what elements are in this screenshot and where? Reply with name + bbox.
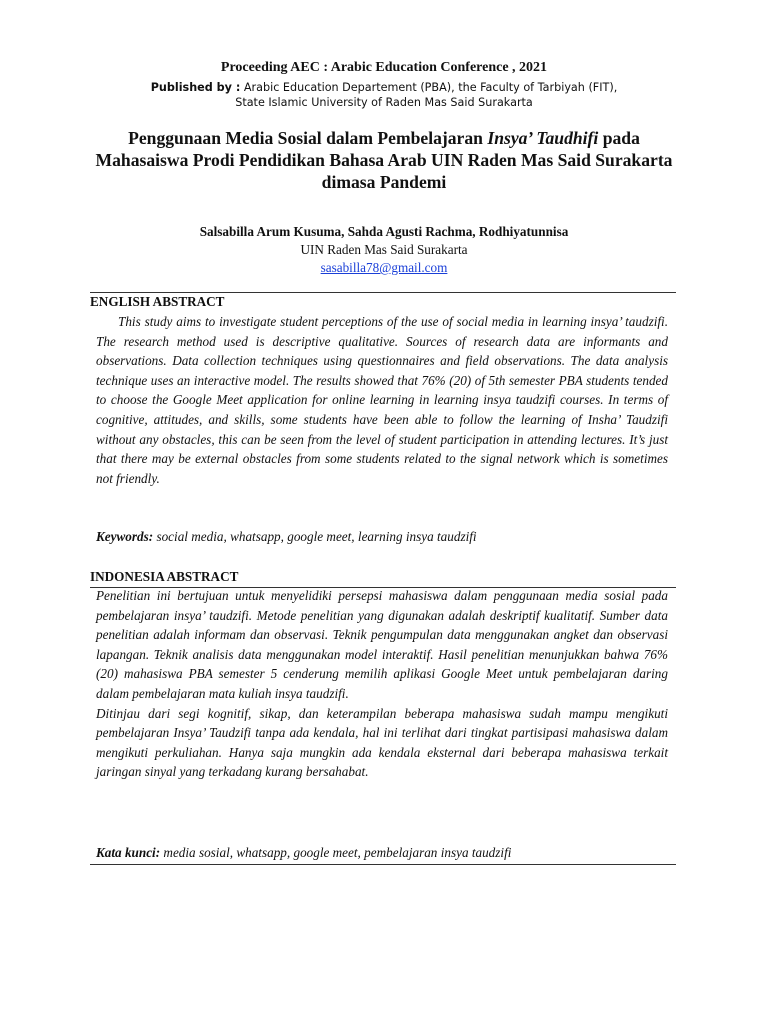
author-email-link[interactable]: sasabilla78@gmail.com: [320, 260, 448, 275]
paper-title-part-2: pada Mahasaiswa Prodi Pendidikan Bahasa Arab UIN Raden Mas Said Surakarta dimasa Pandemi: [95, 128, 673, 192]
indonesia-abstract-body: [96, 586, 668, 782]
bottom-divider: [90, 864, 676, 865]
top-divider: [90, 292, 676, 293]
paper-title-italic: Insya’ Taudhifi: [487, 128, 599, 148]
kata-kunci-list: media sosial, whatsapp, google meet, pembelajaran insya taudzifi: [160, 845, 512, 860]
conference-title: Proceeding AEC : Arabic Education Conference , 2021: [220, 60, 548, 75]
publisher-line-1: [0, 80, 768, 95]
english-abstract-text: This study aims to investigate student perceptions of the use of social media in learning insya’ taudzifi. The research method used is descriptive qualitative. Sources of research data are informants and observations. Data collection techniques using questionnaires and field observations. The data analysis technique uses an interactive model. The results showed that 76% (20) of 5th semester PBA students tended to choose the Google Meet application for online learning in learning insya taudzifi courses. In terms of cognitive, attitudes, and skills, some students have been able to follow the learning of Insha’ Taudzifi without any obstacles, this can be seen from the level of student participation in attending lectures. It’s just that there may be external obstacles from some students related to the signal network which is sometimes not friendly.: [96, 314, 668, 486]
english-keywords: [96, 529, 668, 545]
english-abstract-heading: ENGLISH ABSTRACT: [90, 294, 225, 309]
keywords-label: Keywords:: [96, 529, 154, 544]
publisher-info: [0, 80, 768, 110]
english-abstract-body: [96, 312, 668, 488]
keywords-list: social media, whatsapp, google meet, learning insya taudzifi: [153, 529, 477, 544]
publisher-university: State Islamic University of Raden Mas Said Surakarta: [235, 96, 533, 109]
indonesia-abstract-heading: INDONESIA ABSTRACT: [90, 569, 239, 584]
indonesia-keywords: [96, 845, 668, 861]
paper-title: [84, 127, 684, 193]
kata-kunci-label: Kata kunci:: [96, 845, 161, 860]
paper-title-part-1: Penggunaan Media Sosial dalam Pembelajaran: [128, 128, 488, 148]
author-block: [0, 223, 768, 277]
indonesia-abstract-paragraph-1: Penelitian ini bertujuan untuk menyelidiki persepsi mahasiswa dalam penggunaan media sosial pada pembelajaran insya’ taudzifi. Metode penelitian yang digunakan adalah deskriptif kualitatif. Sumber data penelitian adalah informam dan observasi. Teknik pengumpulan data menggunakan angket dan observasi lapangan. Teknik analisis data menggunakan model interaktif. Hasil penelitian menunjukkan bahwa 76% (20) mahasiswa PBA semester 5 cenderung memilih aplikasi Google Meet untuk pembelajaran daring dalam pembelajaran mata kuliah insya taudzifi.: [96, 588, 668, 701]
author-names: Salsabilla Arum Kusuma, Sahda Agusti Rachma, Rodhiyatunnisa: [199, 224, 569, 239]
published-by-label: Published by :: [150, 81, 241, 94]
indonesia-abstract-paragraph-2: Ditinjau dari segi kognitif, sikap, dan keterampilan beberapa mahasiswa sudah mampu mengikuti pembelajaran Insya’ Taudzifi tanpa ada kendala, hal ini terlihat dari tingkat partisipasi mahasiswa dalam mengikuti perkuliahan. Hanya saja mungkin ada kendala eksternal dari beberapa mahasiswa terkait jaringan sinyal yang terkadang kurang bersahabat.: [96, 705, 668, 780]
publisher-department: Arabic Education Departement (PBA), the Faculty of Tarbiyah (FIT),: [243, 81, 618, 94]
author-affiliation: UIN Raden Mas Said Surakarta: [300, 242, 468, 257]
